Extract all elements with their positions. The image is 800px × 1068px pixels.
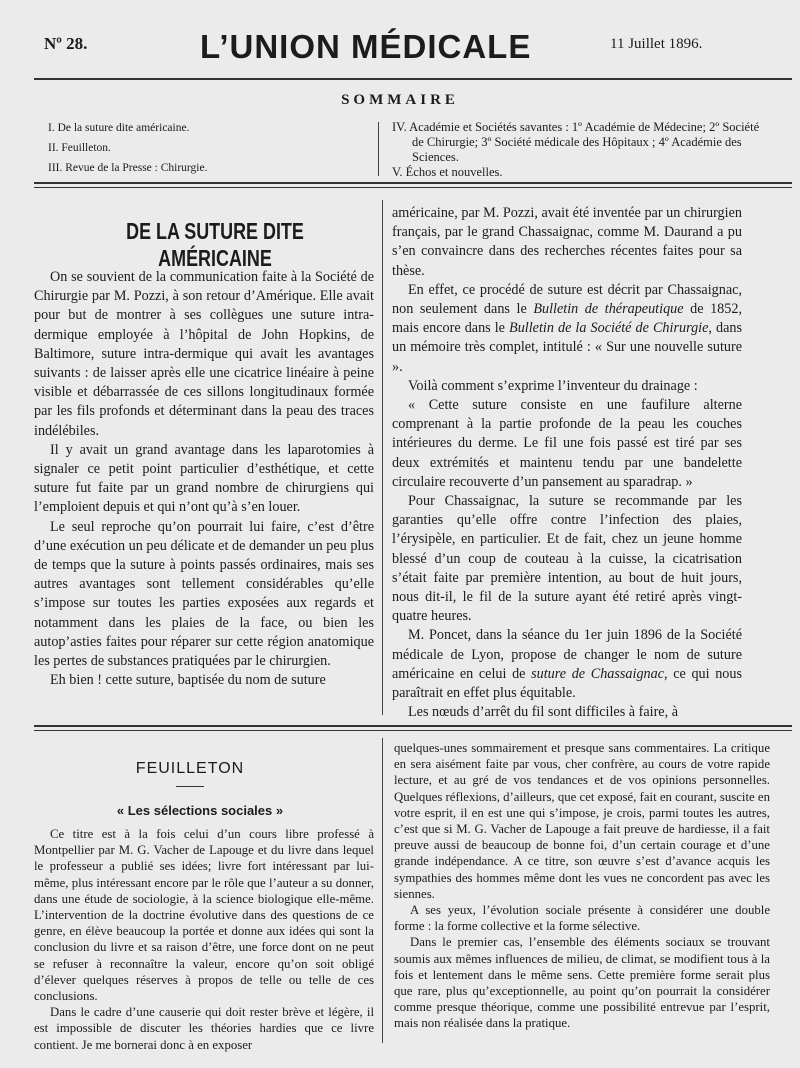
feuilleton-rule-bottom xyxy=(34,730,792,731)
article-paragraph: Les nœuds d’arrêt du fil sont difficiles à faire, à xyxy=(408,704,678,721)
article-paragraph: Voilà comment s’exprime l’inventeur du drainage : xyxy=(408,377,698,394)
article-paragraph: On se souvient de la communication faite à la Société de Chirurgie par M. Pozzi, à son retour d’Amérique. Elle avait pour but de montrer à ses collègues une suture intra-dermique employée à l’hôpital de John Hopkins, de Baltimore, suture intra-dermique qui avait les avantages suivants : de laisser après elle une cicatrice linéaire à peine visible et débarrassée de ces sillons longitudinaux formée par les fils profonds et déterminant dans la peau des traces indélébiles. xyxy=(34,269,374,439)
sommaire-item: II. Feuilleton. xyxy=(48,142,111,154)
sommaire-divider xyxy=(378,122,379,176)
sommaire-left-list xyxy=(48,118,366,178)
article-paragraph: Eh bien ! cette suture, baptisée du nom de suture xyxy=(50,672,326,689)
suture-name: suture de Chassaignac xyxy=(531,665,665,682)
feuilleton-title: FEUILLETON xyxy=(135,760,245,777)
sommaire-rule-bottom xyxy=(34,187,792,188)
sommaire-item: III. Revue de la Presse : Chirurgie. xyxy=(48,162,208,174)
article-paragraph: américaine, par M. Pozzi, avait été inventée par un chirurgien français, par le grand Chassaignac, comme M. Daurand a pu s’en convaincre dans des recherches récentes faites pour sa thèse. xyxy=(392,205,742,279)
sommaire-rule-top xyxy=(34,182,792,184)
journal-title: Bulletin de thérapeutique xyxy=(533,301,684,318)
sommaire-title: SOMMAIRE xyxy=(341,92,459,108)
journal-title: Bulletin de la Société de Chirurgie xyxy=(509,320,709,337)
feuilleton-paragraph: Ce titre est à la fois celui d’un cours libre professé à Montpellier par M. G. Vacher de Lapouge et du livre dans lequel le professeur a publié ses idées; livre fort intéressant par lui-même, plus intéressant encore par le rôle que l’auteur a su donner, dans une étude de sociologie, à la science biologique elle-même. L’intervention de la doctrine évolutive dans des questions de ce genre, en élève beaucoup la portée et donne aux idées qui sont la conclusion du livre et sa raison d’être, une force dont on ne peut se refuser à reconnaître la valeur, encore qu’on soit obligé d’élever quelques réserves à propos de telle ou telle de ces conclusions. xyxy=(34,827,374,1004)
feuilleton-paragraph: A ses yeux, l’évolution sociale présente à considérer une double forme : la forme collective et la forme sélective. xyxy=(394,903,770,934)
feuilleton-column-left xyxy=(34,826,374,1053)
masthead-rule xyxy=(34,78,792,80)
feuilleton-title-underline xyxy=(176,786,204,787)
feuilleton-rule-top xyxy=(34,725,792,727)
feuilleton-subtitle: « Les sélections sociales » xyxy=(116,803,284,818)
article-paragraph: Il y avait un grand avantage dans les laparotomies à signaler ce petit point particulier d’esthétique, et cette suture fut faite par un grand nombre de chirurgiens qui l’emploient depuis et qui n’ont qu’à s’en louer. xyxy=(34,441,374,516)
article-paragraph: En effet, ce procédé de suture est décrit par Chassaignac, non seulement dans le Bulletin de thérapeutique de 1852, mais encore dans le Bulletin de la Société de Chirurgie, dans un mémoire très complet, intitulé : « Sur une nouvelle suture ». xyxy=(392,281,743,375)
article-headline: DE LA SUTURE DITE AMÉRICAINE xyxy=(126,218,304,271)
feuilleton-paragraph: quelques-unes sommairement et presque sans commentaires. La critique en sera aisément faite par vous, cher confrère, au cours de votre rapide lecture, et au gré de vos tendances et de vos opinions personnelles. Quelques réflexions, d’ailleurs, que cet exposé, fait en courant, suscite en votre esprit, il en est une qui s’impose, je crois, parmi toutes les autres, c’est que si M. G. Vacher de Lapouge a fait preuve de hardiesse, il a fait preuve aussi de beaucoup de bonne foi, d’un certain courage et d’une grande indépendance. A ce titre, son œuvre s’est d’avance acquis les sympathies des hommes même dont les vues ne concordent pas avec les siennes. xyxy=(394,741,770,901)
feuilleton-paragraph: Dans le premier cas, l’ensemble des éléments sociaux se trouvant soumis aux mêmes influences de milieu, de climat, se modifient tous à la fois et lentement dans le même sens. Cette première forme serait plus que rare, plus qu’exceptionnelle, au point qu’on pourrait la considérer comme presque théorique, comme une possibilité entrevue par l’esprit, mais non réalisée dans la pratique. xyxy=(394,935,770,1031)
sommaire-item: V. Échos et nouvelles. xyxy=(392,165,503,179)
sommaire-right-list xyxy=(392,120,772,180)
feuilleton-column-right xyxy=(394,740,770,1032)
article-column-right xyxy=(392,204,742,722)
sommaire-item: I. De la suture dite américaine. xyxy=(48,122,190,134)
issue-date: 11 Juillet 1896. xyxy=(610,36,703,52)
article-column-left xyxy=(34,268,374,690)
issue-number: Nº 28. xyxy=(44,34,88,53)
article-paragraph: M. Poncet, dans la séance du 1er juin 1896 de la Société médicale de Lyon, propose de changer le nom de suture américaine en celui de suture de Chassaignac, ce qui nous paraîtrait en effet plus équitable. xyxy=(392,627,743,702)
article-quote: « Cette suture consiste en une faufilure alterne comprenant à la partie profonde de la peau les couches intérieures du derme. Le fil une fois passé est tiré par ses deux extrémités et maintenu tendu par une bandelette circulaire recouverte d’un pansement au sparadrap. » xyxy=(392,397,742,490)
newspaper-title: L’UNION MÉDICALE xyxy=(200,28,532,65)
feuilleton-paragraph: Dans le cadre d’une causerie qui doit rester brève et légère, il est impossible de discuter les théories hardies que ce livre contient. Je me bornerai donc à en exposer xyxy=(34,1005,374,1052)
article-paragraph: Pour Chassaignac, la suture se recommande par les garanties qu’elle offre contre l’infection des plaies, l’érysipèle, en particulier. Et de fait, chez un jeune homme blessé d’un coup de couteau à la cuisse, la cicatrisation s’était faite par première intention, au bout de huit jours, nous dit-il, le fil de la suture ayant été retiré après vingt-quatre heures. xyxy=(392,493,742,625)
sommaire-item: IV. Académie et Sociétés savantes : 1º Académie de Médecine; 2º Société de Chirurgie; 3º Société médicale des Hôpitaux ; 4º Académie des Sciences. xyxy=(392,120,760,164)
feuilleton-column-divider xyxy=(382,738,383,1043)
article-paragraph: Le seul reproche qu’on pourrait lui faire, c’est d’être d’une exécution un peu délicate et de demander un peu plus de temps que la suture à points passés ordinaires, mais ses autres avantages sont tellement considérables qu’elle s’impose sur toutes les parties exposées aux regards et notamment dans les plaies de la face, ou bien les autop’asties faites pour réparer sur cette région anatomique les pertes de substances pratiquées par le chirurgien. xyxy=(34,518,374,670)
column-divider xyxy=(382,200,383,715)
